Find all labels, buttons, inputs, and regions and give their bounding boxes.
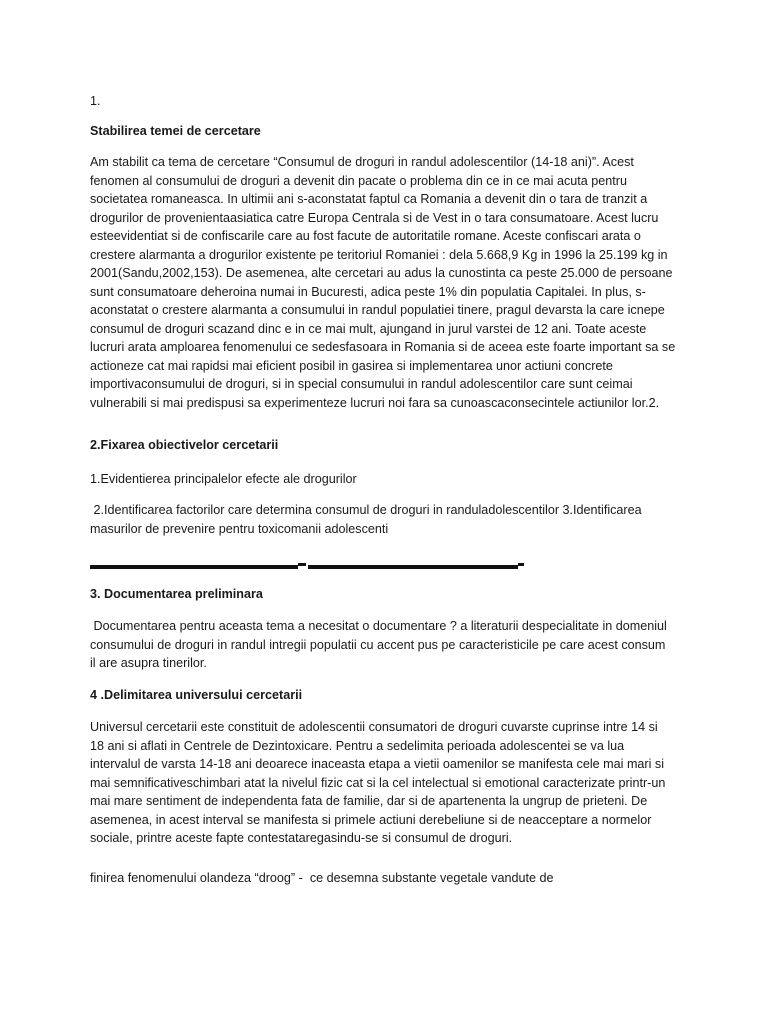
heading-research-universe: 4 .Delimitarea universului cercetarii [90,688,303,702]
paragraph-research-universe [90,718,688,848]
text-line: asemenea, in acest interval se manifesta si primele actiuni derebeliune si de neacceptare a normelor [90,812,652,827]
text-line: consumul de droguri scazand dinc e in ce mai mult, ajungand in jurul varstei de 12 ani. Toate aceste [90,321,647,336]
text-line: societatea romaneasca. In ultimii ani s-aconstatat faptul ca Romania a devenit din o tara de tranzit a [90,192,648,206]
text-line: fenomen al consumului de droguri a devenit din pacate o problema din ce in ce mai acuta pentru [90,173,627,188]
text-line: actioneze cat mai rapidsi mai eficient posibil in gasirea si implementarea unor actiuni concrete [90,358,613,373]
paragraph-definition-fragment: finirea fenomenului olandeza “droog” - ce desemna substante vegetale vandute de [90,871,554,885]
section-number: 1. [90,94,101,108]
paragraph-research-theme [90,153,688,412]
text-line: vulnerabili si mai predispusi sa experimenteze lucruri noi fara sa cunoascaconsecintele actiunilor lor.2. [90,395,660,410]
heading-research-theme: Stabilirea temei de cercetare [90,124,261,138]
text-line: 18 ani si aflati in Centrele de Dezintoxicare. Pentru a sedelimita perioada adolescentei se va lua [90,738,625,753]
text-line: lucruri arata amploarea fenomenului ce sedesfasoara in Romania si de aceea este foarte important sa se [90,340,676,354]
paragraph-preliminary-documentation [90,617,688,673]
heading-objectives: 2.Fixarea obiectivelor cercetarii [90,438,279,452]
text-line: aconstatat o crestere alarmanta a consumului in randul populatiei tinere, pragul devarsta la care icnepe [90,303,665,317]
text-line: importivaconsumului de droguri, si in special consumului in randul adolescentilor care sunt ceimai [90,377,633,391]
text-line: Documentarea pentru aceasta tema a necesitat o documentare ? a literaturii despecialitate in domeniul [90,619,667,633]
objective-1: 1.Evidentierea principalelor efecte ale drogurilor [90,472,357,486]
text-line: 2.Identificarea factorilor care determina consumul de droguri in randuladolescentilor 3.Identificarea [90,503,642,517]
text-line: 2001(Sandu,2002,153). De asemenea, alte cercetari au adus la cunostinta ca peste 25.000 de persoane [90,266,673,280]
text-line: intervalul de varsta 14-18 ani deoarece inaceasta etapa a vietii oamenilor se manifesta cele mai mari si [90,757,665,771]
objectives-2-3 [90,501,688,538]
text-line: Am stabilit ca tema de cercetare “Consumul de droguri in randul adolescentilor (14-18 ani)”. Acest [90,155,634,169]
text-line: il are asupra tinerilor. [90,656,207,670]
text-line: mai semnificativeschimbari atat la nivelul fizic cat si la cel intelectual si emotional caracterizate printr-un [90,775,666,790]
heading-preliminary-documentation: 3. Documentarea preliminara [90,587,263,601]
text-line: consumului de droguri in randul intregii populatii cu accent pus pe caracteristicile pe care acest consum [90,637,666,652]
text-line: sunt consumatoare deheroina numai in Bucuresti, adica peste 1% din populatia Capitalei. In plus, s- [90,284,646,299]
text-line: mai mare sentiment de independenta fata de familie, dar si de apartenenta la ungrup de prieteni. De [90,794,648,808]
text-line: Universul cercetarii este constituit de adolescentii consumatori de droguri cuvarste cuprinse intre 14 si [90,720,658,734]
text-line: masurilor de prevenire pentru toxicomanii adolescenti [90,521,389,536]
text-line: esteevidentiat si de confiscarile care au fost facute de autoritatile romane. Aceste confiscari arata o [90,229,641,243]
text-line: sociale, printre aceste fapte contestataregasindu-se si consumul de droguri. [90,831,513,845]
text-line: drogurilor de provenientaasiatica catre Europa Centrala si de Vest in o tara consumatoare. Acest lucru [90,210,659,225]
text-line: crestere alarmanta a drogurilor existente pe teritoriul Romaniei : dela 5.668,9 Kg in 1996 la 25.199 kg in [90,247,668,262]
